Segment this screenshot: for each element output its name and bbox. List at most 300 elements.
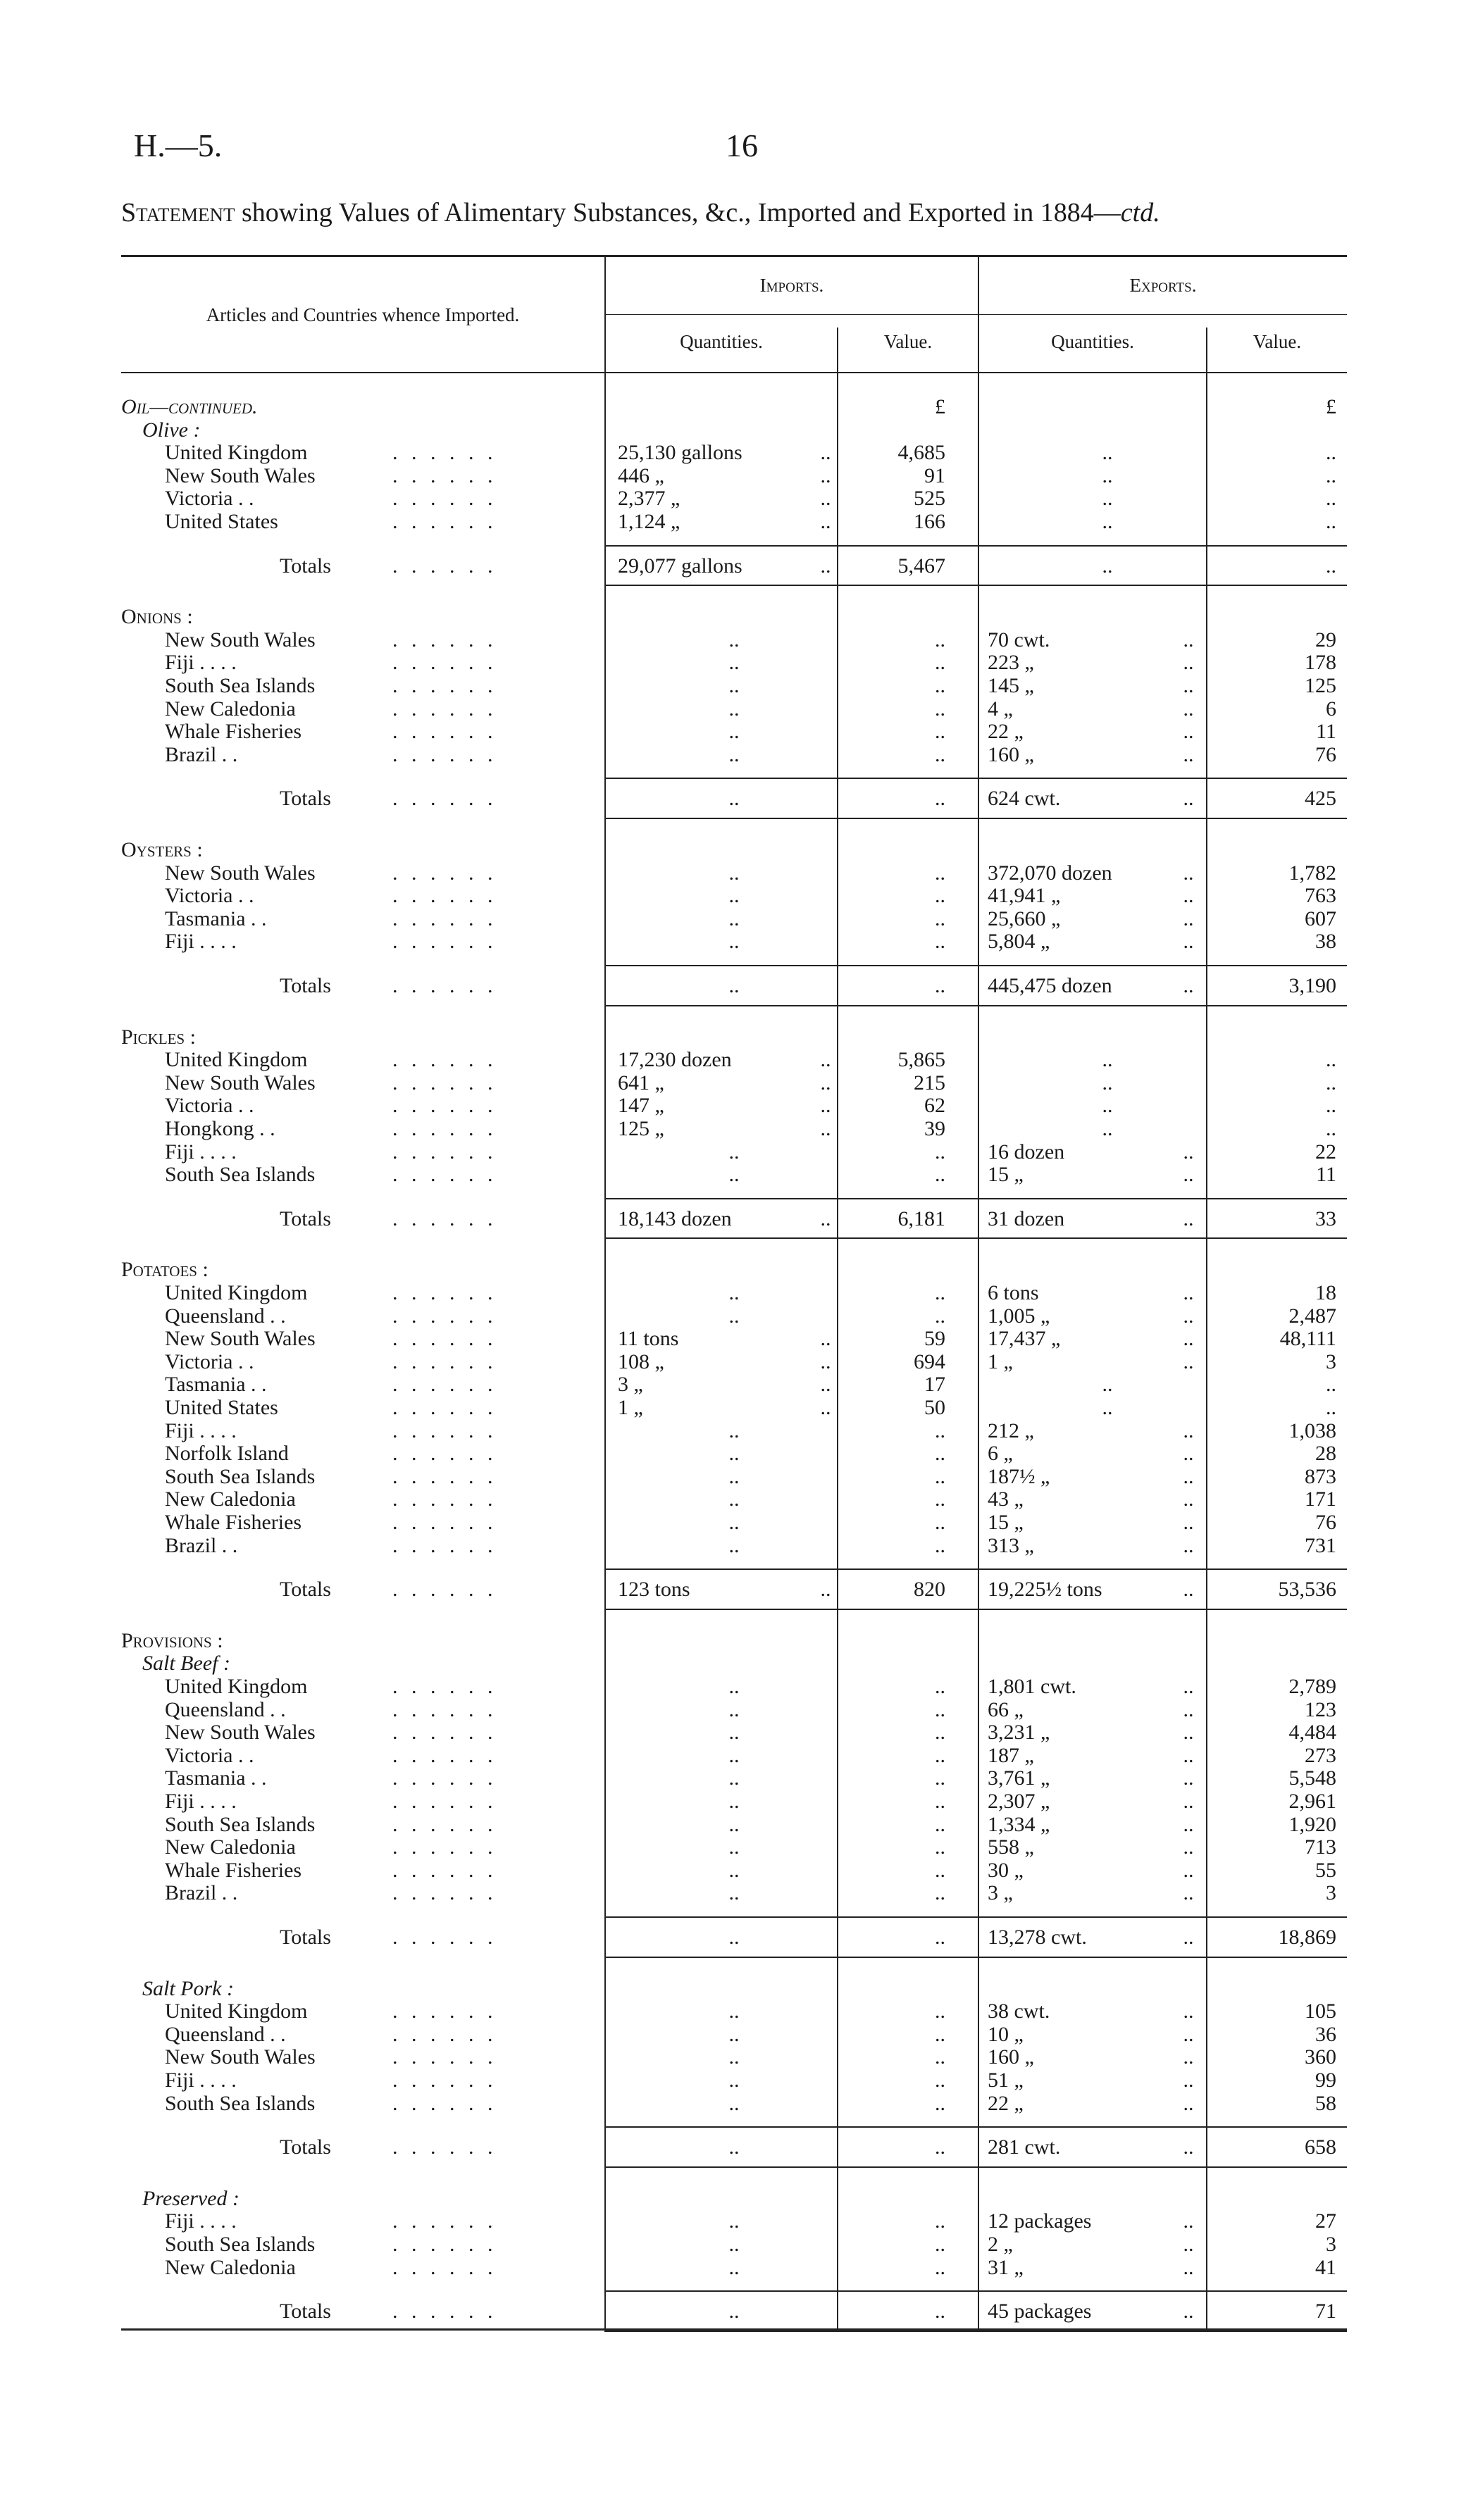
row-label: New Caledonia [165,2256,296,2279]
row-label: Tasmania . . [165,907,267,930]
section-heading [121,2188,1347,2210]
row-label: Fiji . . . . [165,930,237,953]
table-row [121,1790,1347,1813]
dot-leader: . . . . . . [392,1117,497,1140]
table-row [121,698,1347,721]
import-quantity-empty: .. [728,2256,740,2279]
import-quantity: 147 „ [618,1094,664,1117]
row-label: Victoria . . [165,1094,254,1117]
dot-leader: . . . . . . [392,697,497,721]
import-value: .. [935,1790,945,1813]
row-label: Victoria . . [165,884,254,907]
export-value: 18,869 [1278,1926,1336,1949]
export-quantity: 223 „ [988,651,1034,674]
articles-header: Articles and Countries whence Imported. [206,304,520,325]
section-heading [121,606,1347,628]
dot-leader: . . . . . . [392,1207,497,1230]
export-quantity: 12 packages [988,2209,1092,2233]
import-quantity-leader: .. [820,1094,831,1117]
export-quantity-leader: .. [1183,1881,1194,1904]
row-label: New Caledonia [165,1835,296,1859]
dot-leader: . . . . . . [392,1790,497,1813]
row-label: Queensland . . [165,1304,286,1328]
dot-leader: . . . . . . [392,2209,497,2233]
dot-leader: . . . . . . [392,1327,497,1350]
table-row [121,1164,1347,1186]
export-quantity-leader: .. [1183,884,1194,907]
table-row [121,2210,1347,2233]
import-value: £ [935,395,945,418]
import-quantity: 3 „ [618,1373,643,1396]
export-quantity-empty: .. [1102,441,1113,464]
export-quantity: 212 „ [988,1419,1034,1442]
export-quantity: 15 „ [988,1511,1024,1534]
export-quantity-leader: .. [1183,1534,1194,1557]
export-quantity: 38 cwt. [988,2000,1050,2023]
import-quantity-empty: .. [728,1721,740,1744]
section-heading [121,419,1347,442]
export-quantity: 25,660 „ [988,907,1061,930]
row-label: New South Wales [165,1327,316,1350]
export-quantity-leader: .. [1183,1926,1194,1949]
dot-leader: . . . . . . [392,1071,497,1094]
export-value: 28 [1315,1442,1336,1465]
totals-row [121,2300,1347,2323]
export-value: 41 [1315,2256,1336,2279]
dot-leader: . . . . . . [392,1675,497,1698]
import-quantity-empty: .. [728,1163,740,1186]
table-row [121,651,1347,674]
totals-bottom-rule [604,1957,1347,1958]
export-quantity: 10 „ [988,2023,1024,2046]
export-quantity-leader: .. [1183,2300,1194,2323]
dot-leader: . . . . . . [392,1350,497,1373]
export-value: 27 [1315,2209,1336,2233]
import-value: .. [935,1442,945,1465]
import-value: .. [935,1304,945,1328]
import-quantity-empty: .. [728,1487,740,1511]
export-value: 36 [1315,2023,1336,2046]
import-value: .. [935,1766,945,1790]
table-row [121,744,1347,766]
export-value: 11 [1316,1163,1336,1186]
import-value: .. [935,2045,945,2069]
dot-leader: . . . . . . [392,510,497,533]
export-value: 3,190 [1288,974,1336,997]
export-value: .. [1326,487,1336,510]
dot-leader: . . . . . . [392,861,497,885]
export-quantity: 160 „ [988,2045,1034,2069]
import-value: .. [935,1419,945,1442]
import-value: .. [935,1534,945,1557]
row-label: Queensland . . [165,1698,286,1721]
table-row [121,930,1347,953]
table-row [121,442,1347,464]
import-value: 820 [914,1578,945,1601]
import-quantity-empty: .. [728,1813,740,1836]
export-quantity-leader: .. [1183,1350,1194,1373]
import-quantity-leader: .. [820,1578,831,1601]
document-reference: H.—5. [134,127,223,163]
import-quantity-empty: .. [728,2000,740,2023]
import-quantity-empty: .. [728,1465,740,1488]
export-quantity-leader: .. [1183,1859,1194,1882]
export-value: 11 [1316,720,1336,743]
export-value: 5,548 [1288,1766,1336,1790]
row-label: New South Wales [165,2045,316,2069]
dot-leader: . . . . . . [392,1487,497,1511]
import-value: 166 [914,510,945,533]
section-heading [121,396,1347,418]
import-quantity-empty: .. [728,861,740,885]
row-label: Brazil . . [165,1534,238,1557]
export-quantity-leader: .. [1183,1281,1194,1304]
row-label: Victoria . . [165,487,254,510]
export-quantity-leader: .. [1183,1140,1194,1164]
export-value: 2,487 [1288,1304,1336,1328]
export-value: 3 [1326,1881,1336,1904]
export-quantity: 1,334 „ [988,1813,1050,1836]
row-label: South Sea Islands [165,1465,316,1488]
export-value: .. [1326,1373,1336,1396]
export-quantity-empty: .. [1102,554,1113,578]
import-value: .. [935,884,945,907]
export-value: 48,111 [1279,1327,1336,1350]
totals-bottom-rule [604,2331,1347,2332]
dot-leader: . . . . . . [392,1304,497,1328]
dot-leader: . . . . . . [392,1578,497,1601]
export-quantity-leader: .. [1183,1675,1194,1698]
import-quantity-empty: .. [728,1534,740,1557]
export-quantity: 1,801 cwt. [988,1675,1076,1698]
export-quantity-leader: .. [1183,1813,1194,1836]
table-row [121,1535,1347,1557]
import-value: 91 [924,464,945,487]
import-value: .. [935,1675,945,1698]
table-row [121,1745,1347,1767]
dot-leader: . . . . . . [392,743,497,766]
import-value: 215 [914,1071,945,1094]
row-label: Victoria . . [165,1350,254,1373]
table-row [121,1397,1347,1419]
import-value: .. [935,2300,945,2323]
import-value: 4,685 [897,441,945,464]
row-label: South Sea Islands [165,1163,316,1186]
dot-leader: . . . . . . [392,1698,497,1721]
export-quantity-leader: .. [1183,974,1194,997]
totals-rule [604,1916,1347,1918]
import-quantity-empty: .. [728,1304,740,1328]
export-quantity: 160 „ [988,743,1034,766]
export-quantity: 6 „ [988,1442,1013,1465]
export-value: 22 [1315,1140,1336,1164]
import-value: .. [935,2023,945,2046]
import-quantity-empty: .. [728,1442,740,1465]
dot-leader: . . . . . . [392,1396,497,1419]
export-quantity-leader: .. [1183,1721,1194,1744]
import-quantity-leader: .. [820,441,831,464]
import-value: .. [935,651,945,674]
totals-row [121,1578,1347,1601]
row-label: Fiji . . . . [165,2209,237,2233]
export-quantity-leader: .. [1183,2069,1194,2092]
table-row [121,2092,1347,2115]
row-label: Salt Beef : [142,1652,230,1675]
row-label: New South Wales [165,464,316,487]
dot-leader: . . . . . . [392,441,497,464]
import-quantity-leader: .. [820,1071,831,1094]
row-label: Pickles : [121,1025,197,1049]
import-quantity-empty: .. [728,1698,740,1721]
table-row [121,885,1347,907]
row-label: Potatoes : [121,1258,209,1281]
dot-leader: . . . . . . [392,720,497,743]
import-quantity-empty: .. [728,907,740,930]
export-quantity-leader: .. [1183,1163,1194,1186]
dot-leader: . . . . . . [392,2256,497,2279]
table-row [121,1072,1347,1094]
import-value: .. [935,2092,945,2115]
export-value: 425 [1305,787,1336,810]
import-quantity-empty: .. [728,628,740,651]
import-value: .. [935,907,945,930]
header-bottom-rule [121,372,1347,373]
row-label: Olive : [142,418,201,442]
import-value: .. [935,1744,945,1767]
export-value: 6 [1326,697,1336,721]
dot-leader: . . . . . . [392,1140,497,1164]
import-quantity: 446 „ [618,464,664,487]
export-value: 58 [1315,2092,1336,2115]
title-lead: Statement [121,198,235,227]
export-quantity: 70 cwt. [988,628,1050,651]
import-value: .. [935,2233,945,2256]
row-label: Brazil . . [165,743,238,766]
dot-leader: . . . . . . [392,1442,497,1465]
export-quantity-leader: .. [1183,674,1194,697]
table-row [121,862,1347,885]
import-value: .. [935,930,945,953]
export-value: .. [1326,1396,1336,1419]
import-value: .. [935,1835,945,1859]
export-quantity-empty: .. [1102,464,1113,487]
export-quantity-empty: .. [1102,1048,1113,1071]
export-quantity: 15 „ [988,1163,1024,1186]
export-quantity: 1,005 „ [988,1304,1050,1328]
row-label: South Sea Islands [165,674,316,697]
dot-leader: . . . . . . [392,674,497,697]
import-value: 5,865 [897,1048,945,1071]
dot-leader: . . . . . . [392,487,497,510]
export-quantity-leader: .. [1183,2000,1194,2023]
export-quantity-leader: .. [1183,1766,1194,1790]
totals-row [121,787,1347,810]
export-quantity-leader: .. [1183,1698,1194,1721]
export-value: 3 [1326,1350,1336,1373]
exports-quantities-header: Quantities. [1051,331,1134,352]
export-quantity: 22 „ [988,2092,1024,2115]
export-quantity: 13,278 cwt. [988,1926,1087,1949]
totals-rule [604,2126,1347,2128]
export-quantity: 3,761 „ [988,1766,1050,1790]
export-quantity-empty: .. [1102,1094,1113,1117]
dot-leader: . . . . . . [392,1094,497,1117]
import-value: .. [935,2069,945,2092]
export-quantity-leader: .. [1183,2092,1194,2115]
table-row [121,1488,1347,1511]
table-row [121,721,1347,743]
export-quantity: 6 tons [988,1281,1039,1304]
export-quantity-leader: .. [1183,1327,1194,1350]
export-quantity-leader: .. [1183,2209,1194,2233]
import-value: .. [935,1487,945,1511]
totals-row [121,1926,1347,1949]
export-value: .. [1326,1094,1336,1117]
import-quantity-leader: .. [820,1373,831,1396]
totals-rule [604,778,1347,779]
import-quantity: 18,143 dozen [618,1207,732,1230]
dot-leader: . . . . . . [392,1835,497,1859]
import-quantity-empty: .. [728,1859,740,1882]
import-quantity-empty: .. [728,2135,740,2159]
row-label: Hongkong . . [165,1117,275,1140]
row-label: United Kingdom [165,441,308,464]
import-quantity-empty: .. [728,743,740,766]
dot-leader: . . . . . . [392,1721,497,1744]
export-quantity-leader: .. [1183,628,1194,651]
title-text: showing Values of Alimentary Substances, &c., Imported and Exported in 1884— [235,198,1121,227]
table-row [121,1049,1347,1071]
export-quantity-leader: .. [1183,1578,1194,1601]
export-quantity-leader: .. [1183,2135,1194,2159]
dot-leader: . . . . . . [392,628,497,651]
export-quantity: 45 packages [988,2300,1092,2323]
table-row [121,675,1347,697]
export-quantity-leader: .. [1183,2256,1194,2279]
dot-leader: . . . . . . [392,1373,497,1396]
export-quantity: 31 „ [988,2256,1024,2279]
import-value: .. [935,2209,945,2233]
imports-quantities-header: Quantities. [680,331,763,352]
export-quantity: 1 „ [988,1350,1013,1373]
table-row [121,1442,1347,1465]
dot-leader: . . . . . . [392,1511,497,1534]
import-value: .. [935,974,945,997]
import-value: 5,467 [897,554,945,578]
table-row [121,2023,1347,2046]
table-row [121,1373,1347,1396]
table-row [121,1699,1347,1721]
dot-leader: . . . . . . [392,884,497,907]
import-quantity-empty: .. [728,1744,740,1767]
import-value: .. [935,628,945,651]
export-quantity: 281 cwt. [988,2135,1061,2159]
table-row [121,2069,1347,2092]
import-value: .. [935,1140,945,1164]
export-quantity-leader: .. [1183,651,1194,674]
row-label: Totals [280,2300,331,2323]
dot-leader: . . . . . . [392,1163,497,1186]
table-row [121,1141,1347,1164]
totals-bottom-rule [604,585,1347,586]
import-quantity-empty: .. [728,974,740,997]
table-row [121,2257,1347,2279]
dot-leader: . . . . . . [392,974,497,997]
import-quantity: 25,130 gallons [618,441,742,464]
export-value: 360 [1305,2045,1336,2069]
row-label: Whale Fisheries [165,720,302,743]
table-row [121,2000,1347,2023]
import-quantity: 1 „ [618,1396,643,1419]
import-value: .. [935,743,945,766]
import-quantity: 108 „ [618,1350,664,1373]
import-value: 6,181 [897,1207,945,1230]
export-quantity: 445,475 dozen [988,974,1112,997]
export-quantity: 51 „ [988,2069,1024,2092]
row-label: Totals [280,1578,331,1601]
totals-rule [604,1568,1347,1570]
table-row [121,1094,1347,1117]
page-title [121,197,1160,228]
row-label: Whale Fisheries [165,1859,302,1882]
import-quantity-empty: .. [728,697,740,721]
row-label: Fiji . . . . [165,1140,237,1164]
table-row [121,1351,1347,1373]
dot-leader: . . . . . . [392,554,497,578]
export-quantity: 66 „ [988,1698,1024,1721]
dot-leader: . . . . . . [392,2300,497,2323]
export-quantity-empty: .. [1102,510,1113,533]
import-quantity-empty: .. [728,930,740,953]
export-value: 1,920 [1288,1813,1336,1836]
import-quantity-leader: .. [820,1396,831,1419]
dot-leader: . . . . . . [392,1926,497,1949]
table-row [121,1328,1347,1350]
row-label: Totals [280,2135,331,2159]
imports-header: Imports. [759,275,824,296]
row-label: Victoria . . [165,1744,254,1767]
row-label: United Kingdom [165,1048,308,1071]
export-quantity: 22 „ [988,720,1024,743]
row-label: United Kingdom [165,1675,308,1698]
row-label: Fiji . . . . [165,2069,237,2092]
dot-leader: . . . . . . [392,1859,497,1882]
import-quantity-empty: .. [728,2209,740,2233]
row-label: South Sea Islands [165,2092,316,2115]
import-value: .. [935,1511,945,1534]
imports-value-header: Value. [883,331,933,352]
export-quantity-leader: .. [1183,2233,1194,2256]
row-label: Oil—continued. [121,395,258,418]
export-value: 76 [1315,1511,1336,1534]
totals-row [121,2136,1347,2159]
import-quantity: 2,377 „ [618,487,680,510]
table-top-rule [121,255,1347,257]
row-label: United Kingdom [165,1281,308,1304]
import-quantity: 125 „ [618,1117,664,1140]
import-quantity-empty: .. [728,674,740,697]
import-value: .. [935,2135,945,2159]
totals-bottom-rule [604,1005,1347,1006]
export-value: 18 [1315,1281,1336,1304]
export-value: 76 [1315,743,1336,766]
table-row [121,908,1347,930]
row-label: New South Wales [165,861,316,885]
dot-leader: . . . . . . [392,464,497,487]
export-value: £ [1326,395,1336,418]
totals-bottom-rule [604,818,1347,819]
totals-bottom-rule [604,1609,1347,1610]
